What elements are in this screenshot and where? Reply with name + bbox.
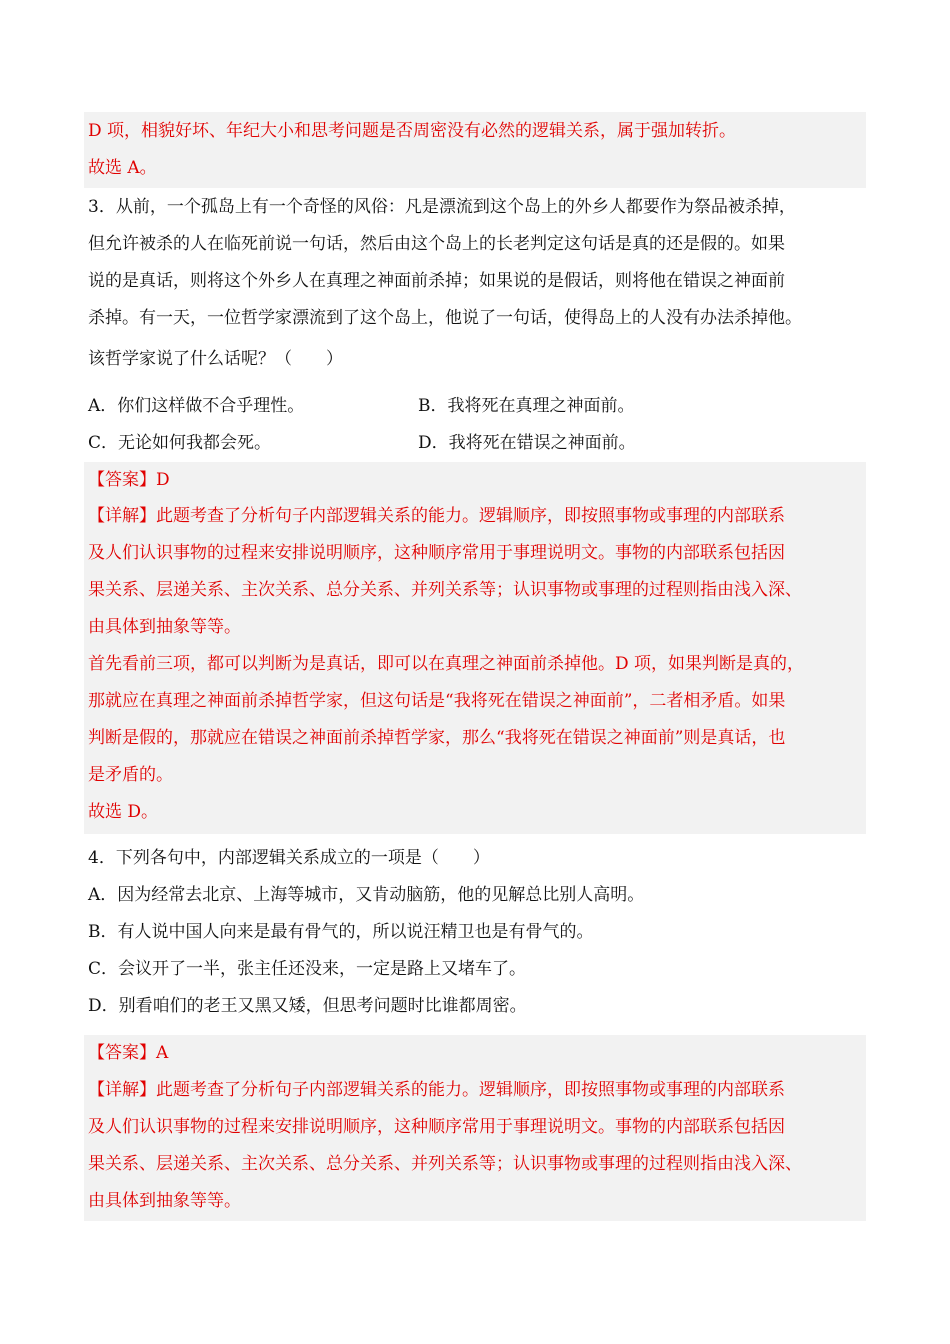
q4-option-d: D．别看咱们的老王又黑又矮，但思考问题时比谁都周密。: [88, 996, 527, 1016]
q4-answer-box: [84, 1035, 866, 1221]
q3-detail-line: 那就应在真理之神面前杀掉哲学家，但这句话是“我将死在错误之神面前”，二者相矛盾。如果: [88, 691, 786, 711]
q4-option-a: A．因为经常去北京、上海等城市，又肯动脑筋，他的见解总比别人高明。: [88, 885, 645, 905]
q3-stem-line: 3．从前，一个孤岛上有一个奇怪的风俗：凡是漂流到这个岛上的外乡人都要作为祭品被杀掉，: [88, 197, 796, 217]
q3-detail-line: 故选 D。: [88, 802, 159, 822]
q3-detail-line: 果关系、层递关系、主次关系、总分关系、并列关系等；认识事物或事理的过程则指由浅入深、: [88, 580, 802, 600]
q4-detail-line: 由具体到抽象等等。: [88, 1191, 241, 1211]
q3-detail-line: 首先看前三项，都可以判断为是真话，即可以在真理之神面前杀掉他。D 项，如果判断是真的，: [88, 654, 805, 674]
q3-stem-line: 杀掉。有一天，一位哲学家漂流到了这个岛上，他说了一句话，使得岛上的人没有办法杀掉他。: [88, 308, 802, 328]
q3-stem-line: 但允许被杀的人在临死前说一句话，然后由这个岛上的长老判定这句话是真的还是假的。如果: [88, 234, 785, 254]
q3-answer: 【答案】D: [88, 470, 170, 490]
q3-detail-line: 由具体到抽象等等。: [88, 617, 241, 637]
q3-stem: [88, 189, 864, 378]
q3-detail-line: 判断是假的，那就应在错误之神面前杀掉哲学家，那么“我将死在错误之神面前”则是真话，也: [88, 728, 786, 748]
q4-detail-line: 【详解】此题考查了分析句子内部逻辑关系的能力。逻辑顺序，即按照事物或事理的内部联系: [88, 1080, 785, 1100]
q2-explanation-box: [84, 112, 866, 188]
q4-option-c: C．会议开了一半，张主任还没来，一定是路上又堵车了。: [88, 959, 527, 979]
q3-options-row: [88, 425, 864, 462]
explanation-line: 故选 A。: [88, 158, 157, 178]
q3-options: [88, 388, 864, 462]
q4-block: [88, 840, 864, 1025]
q3-stem-line: 该哲学家说了什么话呢？（ ）: [88, 349, 343, 369]
explanation-line: D 项，相貌好坏、年纪大小和思考问题是否周密没有必然的逻辑关系，属于强加转折。: [88, 121, 737, 141]
q4-stem: 4．下列各句中，内部逻辑关系成立的一项是（ ）: [88, 848, 490, 868]
q3-detail-line: 及人们认识事物的过程来安排说明顺序，这种顺序常用于事理说明文。事物的内部联系包括因: [88, 543, 785, 563]
q4-detail-line: 果关系、层递关系、主次关系、总分关系、并列关系等；认识事物或事理的过程则指由浅入深、: [88, 1154, 802, 1174]
q4-answer: 【答案】A: [88, 1043, 169, 1063]
q3-option-d: D．我将死在错误之神面前。: [418, 433, 636, 453]
q3-options-row: [88, 388, 864, 425]
q3-detail-line: 是矛盾的。: [88, 765, 173, 785]
q3-answer-box: [84, 462, 866, 834]
q3-stem-line: 说的是真话，则将这个外乡人在真理之神面前杀掉；如果说的是假话，则将他在错误之神面前: [88, 271, 785, 291]
q3-option-c: C．无论如何我都会死。: [88, 433, 272, 453]
q3-detail-line: 【详解】此题考查了分析句子内部逻辑关系的能力。逻辑顺序，即按照事物或事理的内部联系: [88, 506, 785, 526]
q4-option-b: B．有人说中国人向来是最有骨气的，所以说汪精卫也是有骨气的。: [88, 922, 594, 942]
q3-option-a: A．你们这样做不合乎理性。: [88, 396, 305, 416]
q3-option-b: B．我将死在真理之神面前。: [418, 396, 635, 416]
q4-detail-line: 及人们认识事物的过程来安排说明顺序，这种顺序常用于事理说明文。事物的内部联系包括因: [88, 1117, 785, 1137]
